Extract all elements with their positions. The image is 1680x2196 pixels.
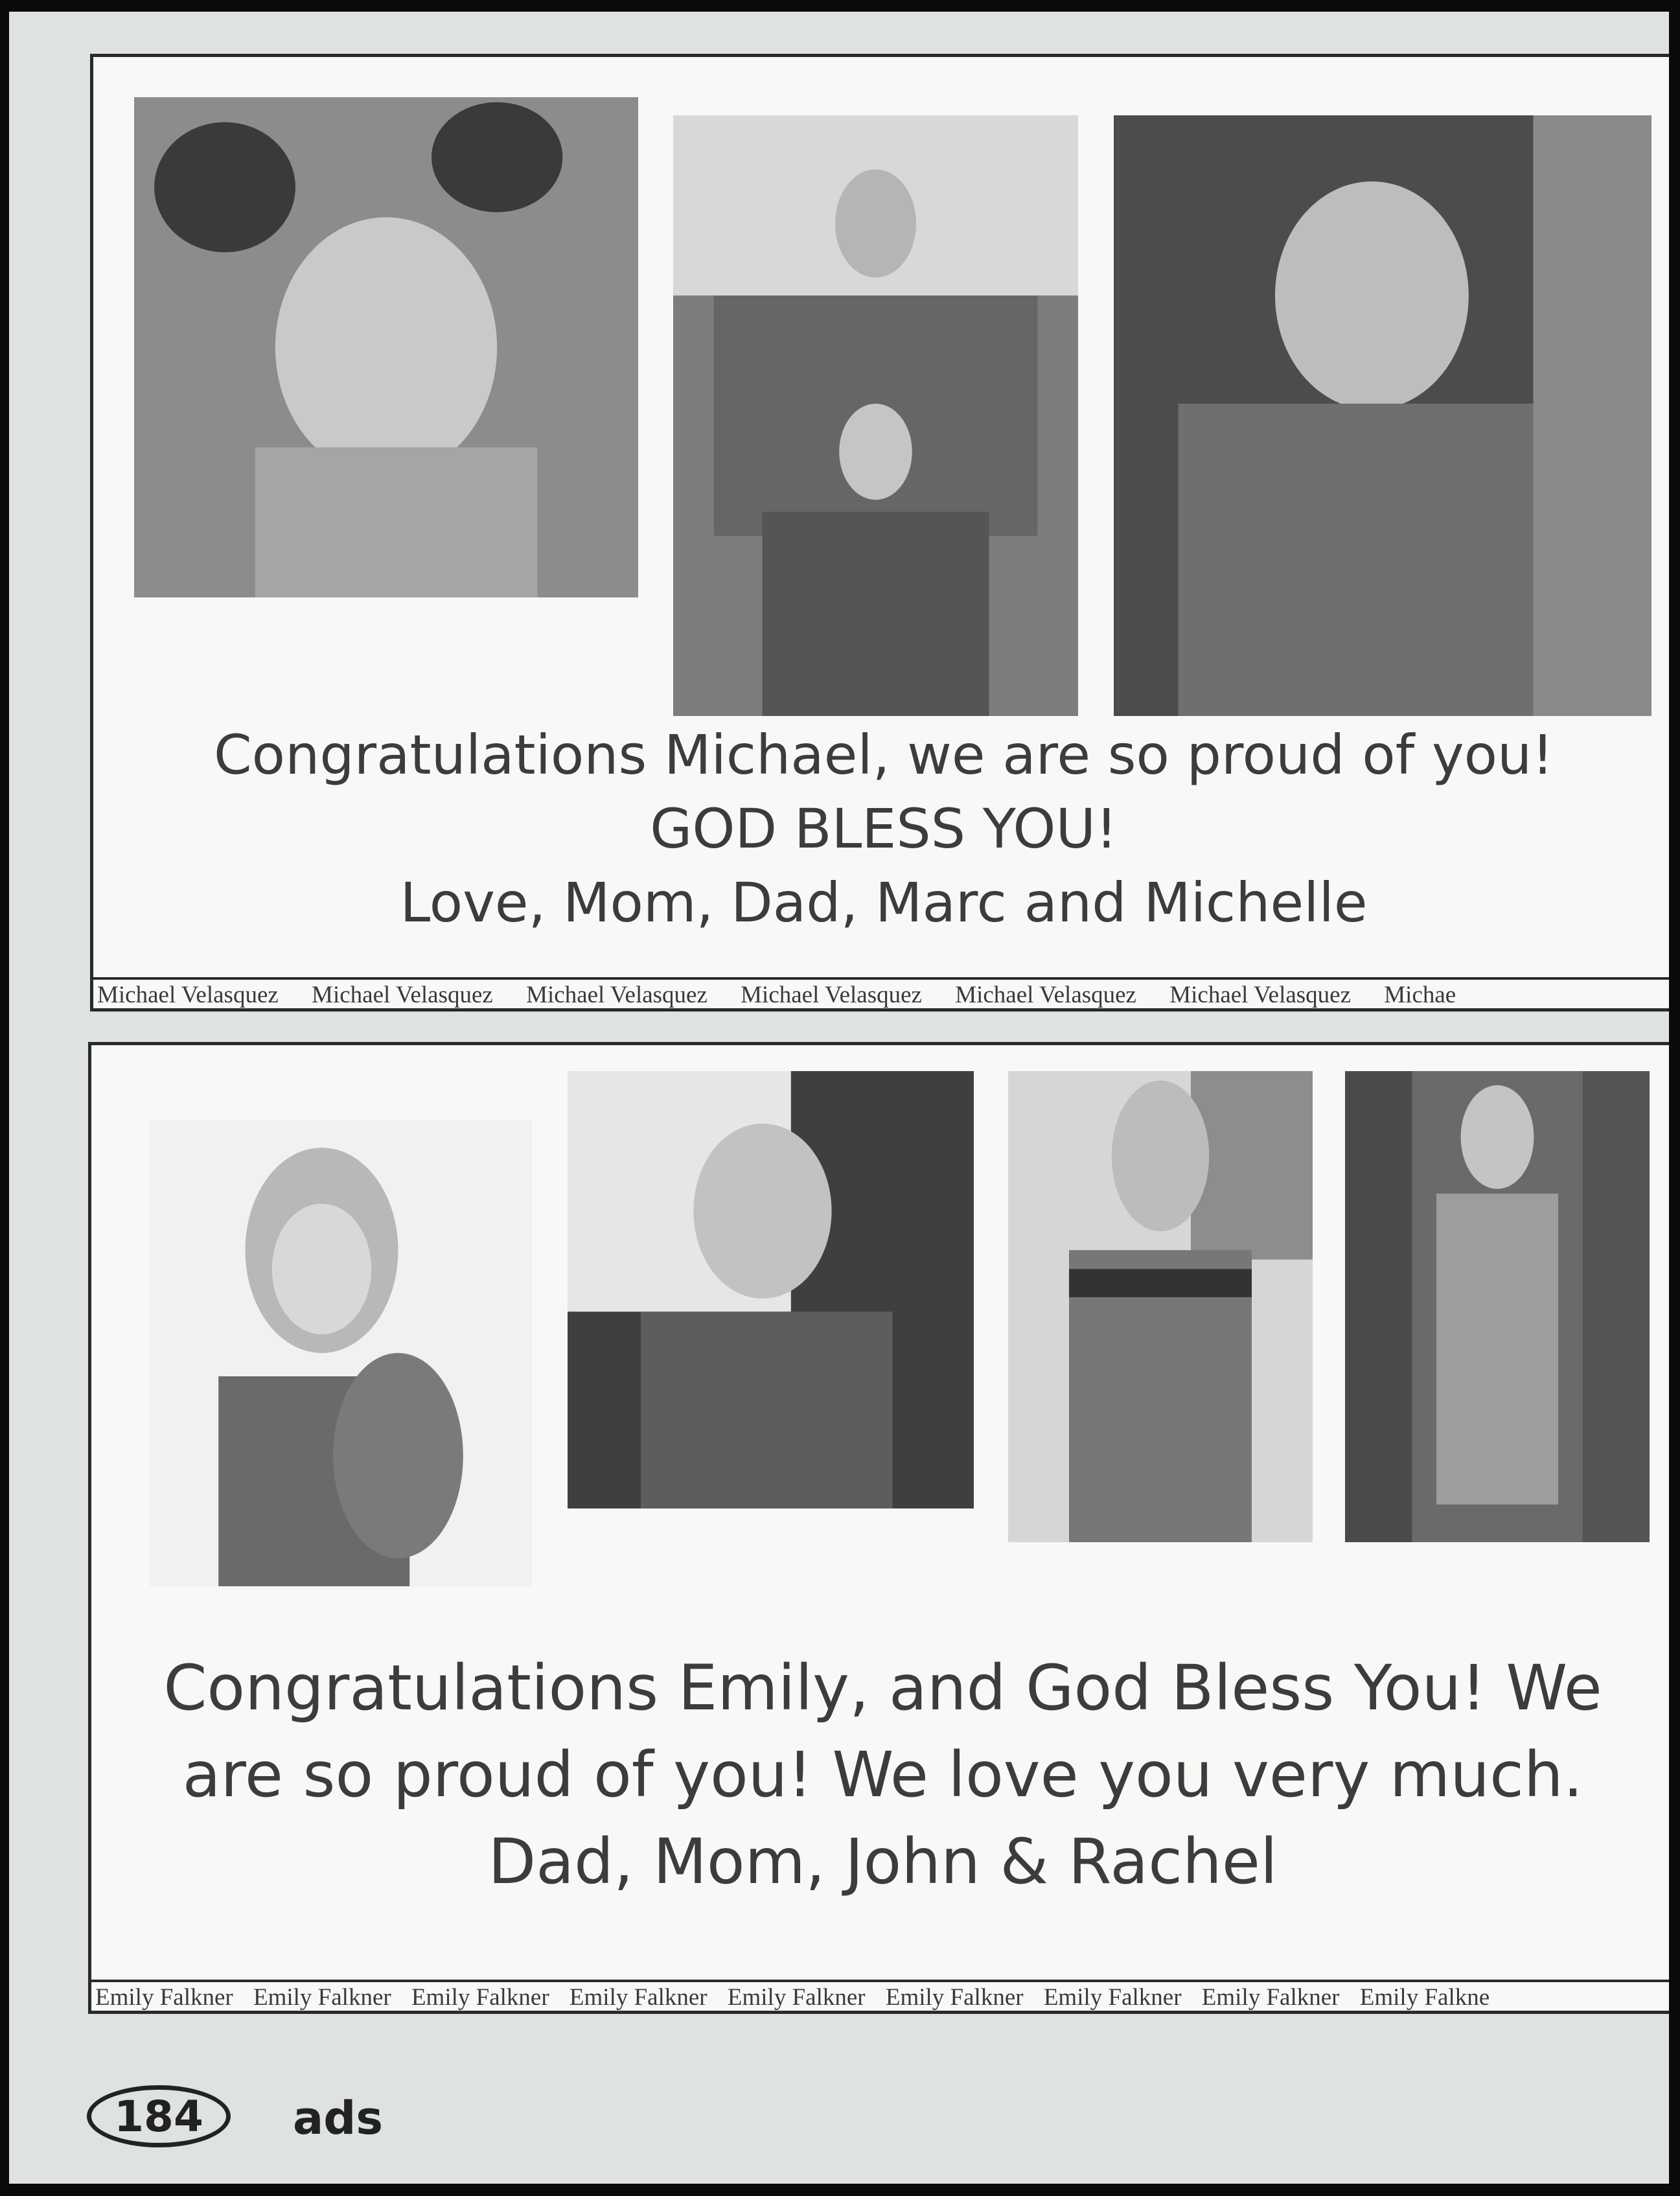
toddler-photo xyxy=(134,97,638,597)
message-line: Dad, Mom, John & Rachel xyxy=(488,1825,1278,1898)
message-line: are so proud of you! We love you very much. xyxy=(182,1739,1583,1811)
emily-message xyxy=(91,1645,1669,1905)
boy-photo xyxy=(1114,115,1651,716)
dress-photo xyxy=(1345,1071,1650,1542)
seton-jersey-photo xyxy=(1008,1071,1313,1542)
ribbon-name: Michael Velasquez xyxy=(312,982,493,1008)
ribbon-name: Michae xyxy=(1384,982,1456,1008)
ribbon-name: Emily Falkner xyxy=(1201,1984,1340,2011)
ribbon-name: Michael Velasquez xyxy=(741,982,922,1008)
teddy-bear-photo xyxy=(150,1120,532,1586)
ribbon-name: Emily Falkner xyxy=(253,1984,391,2011)
ribbon-name: Emily Falkne xyxy=(1359,1984,1490,2011)
section-label: ads xyxy=(293,2092,384,2145)
message-line: Congratulations Emily, and God Bless You! We xyxy=(163,1652,1602,1724)
baseball-photo xyxy=(673,115,1078,716)
ribbon-name: Michael Velasquez xyxy=(97,982,279,1008)
page-number: 184 xyxy=(87,2085,231,2147)
message-line: GOD BLESS YOU! xyxy=(650,797,1118,861)
message-line: Congratulations Michael, we are so proud of you! xyxy=(214,723,1554,787)
ribbon-name: Emily Falkner xyxy=(569,1984,708,2011)
ribbon-name: Emily Falkner xyxy=(411,1984,549,2011)
michael-message xyxy=(93,718,1669,940)
emily-ad xyxy=(88,1042,1669,2014)
yearbook-page xyxy=(9,12,1669,2184)
ribbon-name: Emily Falkner xyxy=(95,1984,233,2011)
ribbon-name: Emily Falkner xyxy=(885,1984,1024,2011)
message-line: Love, Mom, Dad, Marc and Michelle xyxy=(400,871,1368,934)
ribbon-name: Emily Falkner xyxy=(1043,1984,1182,2011)
ribbon-name: Emily Falkner xyxy=(727,1984,866,2011)
ribbon-name: Michael Velasquez xyxy=(1169,982,1352,1008)
ribbon-name: Michael Velasquez xyxy=(526,982,708,1008)
michael-ad xyxy=(90,54,1669,1011)
name-ribbon xyxy=(91,1980,1669,2011)
ribbon-name: Michael Velasquez xyxy=(955,982,1136,1008)
young-girl-photo xyxy=(568,1071,974,1508)
name-ribbon xyxy=(93,977,1669,1008)
